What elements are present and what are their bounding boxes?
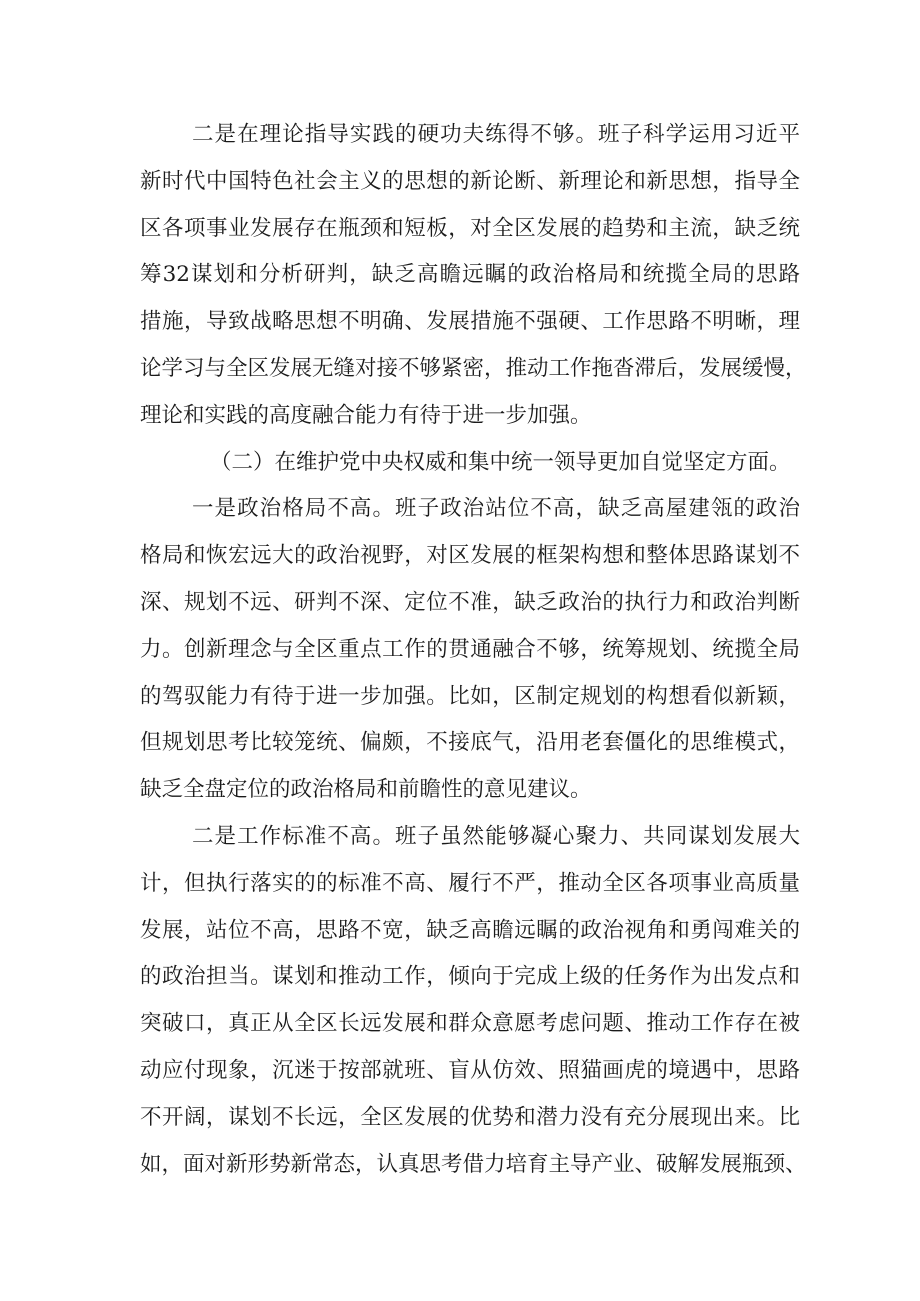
paragraph-line: 缺乏全盘定位的政治格局和前瞻性的意见建议。 [140, 777, 592, 803]
paragraph-line: 一是政治格局不高。班子政治站位不高，缺乏高屋建瓴的政治 [192, 496, 800, 522]
paragraph-line: 动应付现象，沉迷于按部就班、盲从仿效、照猫画虎的境遇中，思路 [140, 1057, 800, 1083]
paragraph-line: 力。创新理念与全区重点工作的贯通融合不够，统筹规划、统揽全局 [140, 636, 800, 662]
paragraph-line: 如，面对新形势新常态，认真思考借力培育主导产业、破解发展瓶颈、 [140, 1151, 807, 1177]
paragraph-line: 筹32谋划和分析研判，缺乏高瞻远瞩的政治格局和统揽全局的思路 [140, 262, 800, 288]
paragraph-line: 但规划思考比较笼统、偏颇，不接底气，沿用老套僵化的思维模式， [140, 730, 800, 756]
section-heading: （二）在维护党中央权威和集中统一领导更加自觉坚定方面。 [210, 449, 791, 475]
paragraph-line: 二是工作标准不高。班子虽然能够凝心聚力、共同谋划发展大 [192, 823, 800, 849]
paragraph-line: 发展，站位不高，思路不宽，缺乏高瞻远瞩的政治视角和勇闯难关的 [140, 917, 800, 943]
paragraph-line: 格局和恢宏远大的政治视野，对区发展的框架构想和整体思路谋划不 [140, 543, 800, 569]
paragraph-line: 理论和实践的高度融合能力有待于进一步加强。 [140, 402, 592, 428]
paragraph-line: 计，但执行落实的的标准不高、履行不严，推动全区各项事业高质量 [140, 870, 800, 896]
paragraph-line: 措施，导致战略思想不明确、发展措施不强硬、工作思路不明晰，理 [140, 309, 800, 335]
paragraph-line: 不开阔，谋划不长远，全区发展的优势和潜力没有充分展现出来。比 [140, 1104, 800, 1130]
paragraph-line: 区各项事业发展存在瓶颈和短板，对全区发展的趋势和主流，缺乏统 [140, 215, 800, 241]
paragraph-line: 二是在理论指导实践的硬功夫练得不够。班子科学运用习近平 [192, 122, 800, 147]
paragraph-line: 论学习与全区发展无缝对接不够紧密，推动工作拖沓滞后，发展缓慢， [140, 355, 807, 381]
paragraph-line: 的政治担当。谋划和推动工作，倾向于完成上级的任务作为出发点和 [140, 964, 800, 990]
paragraph-line: 突破口，真正从全区长远发展和群众意愿考虑问题、推动工作存在被 [140, 1011, 800, 1037]
paragraph-line: 深、规划不远、研判不深、定位不准，缺乏政治的执行力和政治判断 [140, 589, 800, 615]
paragraph-line: 新时代中国特色社会主义的思想的新论断、新理论和新思想，指导全 [140, 168, 800, 194]
paragraph-line: 的驾驭能力有待于进一步加强。比如，区制定规划的构想看似新颖， [140, 683, 800, 709]
document-body [140, 112, 807, 1188]
